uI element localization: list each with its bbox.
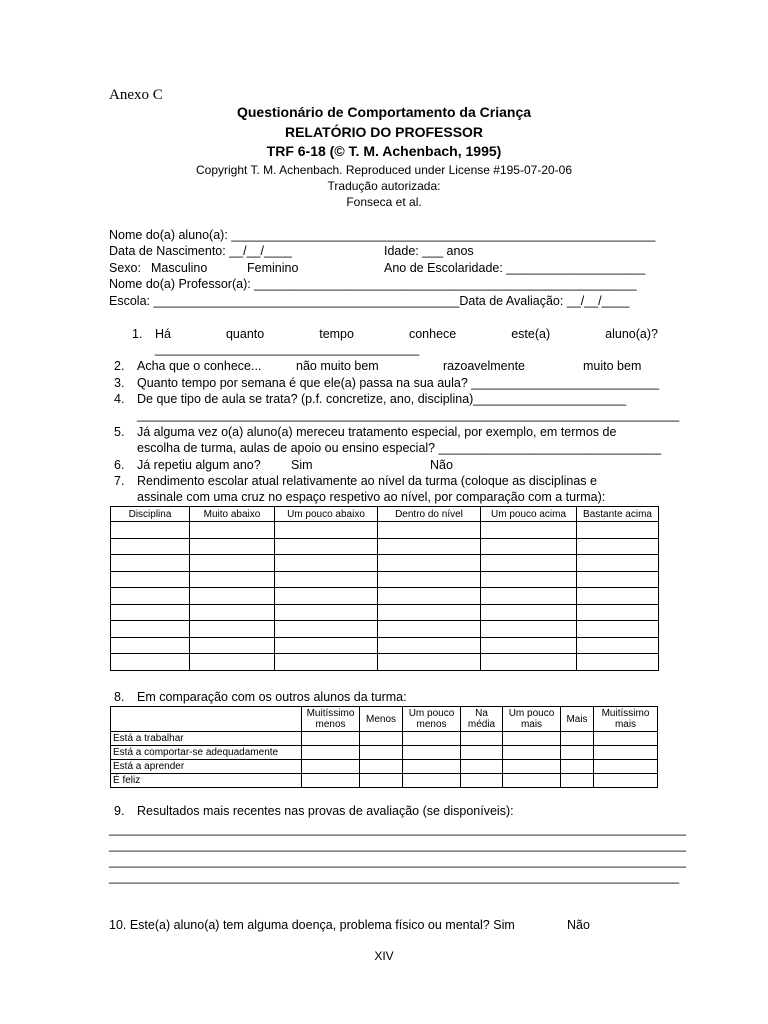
table-row [111,555,659,572]
q9-text: Resultados mais recentes nas provas de avaliação (se disponíveis): [137,804,514,818]
subject-cell[interactable] [111,637,190,654]
q3-text[interactable]: Quanto tempo por semana é que ele(a) passa na sua aula? ___________________________ [137,376,659,390]
level-cell[interactable] [577,654,659,671]
q9-answer-line[interactable]: ___________________________________________________________________________________ [109,854,687,868]
row-label: Está a aprender [111,760,302,774]
rating-cell[interactable] [360,746,403,760]
level-cell[interactable] [378,604,481,621]
level-cell[interactable] [190,538,275,555]
q1-word: quanto [225,327,265,341]
level-cell[interactable] [577,522,659,539]
level-cell[interactable] [577,555,659,572]
level-cell[interactable] [577,621,659,638]
q7-text-line2: assinale com uma cruz no espaço respetivo ao nível, por comparação com a turma): [137,490,606,504]
q1-word: Há [155,327,171,341]
table-row [111,604,659,621]
level-cell[interactable] [275,538,378,555]
col-header-much-less: Muitíssimo menos [302,707,360,732]
col-header-at-level: Dentro do nível [378,507,481,522]
authors-line: Fonseca et al. [346,195,422,209]
rating-cell[interactable] [360,774,403,788]
q8-text: Em comparação com os outros alunos da turma: [137,690,407,704]
row-label: É feliz [111,774,302,788]
rating-cell[interactable] [403,732,461,746]
level-cell[interactable] [378,621,481,638]
level-cell[interactable] [275,621,378,638]
level-cell[interactable] [378,522,481,539]
subject-cell[interactable] [111,588,190,605]
table-row [111,774,658,788]
table-row [111,637,659,654]
table-row [111,522,659,539]
level-cell[interactable] [481,571,577,588]
rating-cell[interactable] [594,732,658,746]
rating-cell[interactable] [302,732,360,746]
subject-cell[interactable] [111,621,190,638]
level-cell[interactable] [190,555,275,572]
rating-cell[interactable] [360,760,403,774]
level-cell[interactable] [577,604,659,621]
q6-text: Já repetiu algum ano? [137,458,261,472]
col-header-less: Menos [360,707,403,732]
level-cell[interactable] [481,637,577,654]
rating-cell[interactable] [561,760,594,774]
q2-text: Acha que o conhece... [137,359,262,373]
rating-cell[interactable] [561,732,594,746]
table-row [111,760,658,774]
rating-cell[interactable] [360,732,403,746]
q1-word: este(a) [511,327,551,341]
level-cell[interactable] [481,588,577,605]
q6-option-no[interactable]: Não [430,458,453,472]
table-row [111,571,659,588]
school-field[interactable]: Escola: ____________________________________________Data de Avaliação: __/__/____ [109,294,630,308]
rating-cell[interactable] [503,732,561,746]
col-header-well-above: Bastante acima [577,507,659,522]
level-cell[interactable] [378,637,481,654]
translation-line: Tradução autorizada: [327,179,441,193]
q2-option-very-well[interactable]: muito bem [583,359,642,373]
q9-answer-line[interactable]: __________________________________________________________________________________ [109,870,680,884]
copyright-line: Copyright T. M. Achenbach. Reproduced under License #195-07-20-06 [195,163,573,177]
rating-cell[interactable] [594,760,658,774]
subject-cell[interactable] [111,555,190,572]
student-name-field[interactable]: Nome do(a) aluno(a): _____________________________________________________________ [109,228,656,242]
col-header-subject: Disciplina [111,507,190,522]
level-cell[interactable] [481,555,577,572]
age-field[interactable]: Idade: ___ anos [384,244,474,258]
table-row [111,538,659,555]
level-cell[interactable] [190,604,275,621]
q1-text [155,327,658,341]
col-header-slightly-above: Um pouco acima [481,507,577,522]
q4-number: 4. [114,392,125,406]
rating-cell[interactable] [561,774,594,788]
col-header-much-more: Muitíssimo mais [594,707,658,732]
rating-cell[interactable] [503,746,561,760]
q9-answer-line[interactable]: ___________________________________________________________________________________ [109,822,687,836]
q1-word: tempo [319,327,354,341]
school-year-field[interactable]: Ano de Escolaridade: ____________________ [384,261,646,275]
level-cell[interactable] [190,654,275,671]
level-cell[interactable] [481,604,577,621]
level-cell[interactable] [378,588,481,605]
comparison-table-header [111,707,658,732]
comparison-table [110,706,658,788]
table-row [111,732,658,746]
q2-option-reasonably[interactable]: razoavelmente [443,359,525,373]
rating-cell[interactable] [403,774,461,788]
col-header-more: Mais [561,707,594,732]
level-cell[interactable] [378,571,481,588]
q10-option-no[interactable]: Não [567,918,590,932]
rating-cell[interactable] [302,746,360,760]
subject-cell[interactable] [111,522,190,539]
q4-text[interactable]: De que tipo de aula se trata? (p.f. concretize, ano, disciplina)______________________ [137,392,627,406]
level-cell[interactable] [275,522,378,539]
page-number: XIV [374,949,394,963]
level-cell[interactable] [577,538,659,555]
subject-cell[interactable] [111,604,190,621]
table-row [111,588,659,605]
level-cell[interactable] [378,555,481,572]
row-label: Está a comportar-se adequadamente [111,746,302,760]
birth-date-field[interactable]: Data de Nascimento: __/__/____ [109,244,292,258]
row-label: Está a trabalhar [111,732,302,746]
level-cell[interactable] [481,621,577,638]
rating-cell[interactable] [561,746,594,760]
col-header-slightly-less: Um pouco menos [403,707,461,732]
level-cell[interactable] [190,637,275,654]
rating-cell[interactable] [403,746,461,760]
level-cell[interactable] [190,621,275,638]
q2-option-not-well[interactable]: não muito bem [296,359,379,373]
rating-cell[interactable] [503,774,561,788]
level-cell[interactable] [275,604,378,621]
q1-answer-line[interactable]: ______________________________________ [155,342,420,356]
level-cell[interactable] [481,522,577,539]
q7-text-line1: Rendimento escolar atual relativamente ao nível da turma (coloque as disciplinas e [137,474,597,488]
rating-cell[interactable] [594,746,658,760]
rating-cell[interactable] [461,732,503,746]
q8-number: 8. [114,690,125,704]
level-cell[interactable] [378,654,481,671]
col-header-blank [111,707,302,732]
q5-number: 5. [114,425,125,439]
rating-cell[interactable] [302,774,360,788]
level-cell[interactable] [577,571,659,588]
level-cell[interactable] [481,538,577,555]
q4-answer-line[interactable]: ______________________________________________________________________________ [137,408,680,422]
col-header-well-below: Muito abaixo [190,507,275,522]
rating-cell[interactable] [461,746,503,760]
rating-cell[interactable] [594,774,658,788]
q10-text[interactable]: 10. Este(a) aluno(a) tem alguma doença, problema físico ou mental? Sim [109,918,515,932]
grades-table-header [111,507,659,522]
table-row [111,654,659,671]
q1-word: aluno(a)? [605,327,658,341]
level-cell[interactable] [190,571,275,588]
form-subtitle: RELATÓRIO DO PROFESSOR [284,124,484,140]
q5-text-line1: Já alguma vez o(a) aluno(a) mereceu tratamento especial, por exemplo, em termos de [137,425,617,439]
level-cell[interactable] [275,588,378,605]
col-header-slightly-more: Um pouco mais [503,707,561,732]
q5-text-line2[interactable]: escolha de turma, aulas de apoio ou ensino especial? ________________________________ [137,441,662,455]
sex-option-female[interactable]: Feminino [247,261,299,275]
grades-table [110,506,659,671]
level-cell[interactable] [577,637,659,654]
q2-number: 2. [114,359,125,373]
col-header-average: Na média [461,707,503,732]
subject-cell[interactable] [111,538,190,555]
level-cell[interactable] [481,654,577,671]
rating-cell[interactable] [461,774,503,788]
rating-cell[interactable] [503,760,561,774]
teacher-name-field[interactable]: Nome do(a) Professor(a): _______________________________________________________ [109,277,637,291]
level-cell[interactable] [378,538,481,555]
q3-number: 3. [114,376,125,390]
form-code: TRF 6-18 (© T. M. Achenbach, 1995) [266,143,502,159]
sex-option-male[interactable]: Masculino [151,261,208,275]
level-cell[interactable] [275,637,378,654]
q9-answer-line[interactable]: ___________________________________________________________________________________ [109,838,687,852]
rating-cell[interactable] [461,760,503,774]
rating-cell[interactable] [403,760,461,774]
rating-cell[interactable] [302,760,360,774]
q1-word: conhece [408,327,457,341]
level-cell[interactable] [190,588,275,605]
q1-number: 1. [132,327,143,341]
level-cell[interactable] [275,571,378,588]
level-cell[interactable] [577,588,659,605]
form-title: Questionário de Comportamento da Criança [236,104,532,120]
q6-option-yes[interactable]: Sim [291,458,313,472]
level-cell[interactable] [275,654,378,671]
level-cell[interactable] [190,522,275,539]
table-row [111,746,658,760]
q6-number: 6. [114,458,125,472]
sex-label: Sexo: [109,261,141,275]
subject-cell[interactable] [111,571,190,588]
subject-cell[interactable] [111,654,190,671]
level-cell[interactable] [275,555,378,572]
col-header-slightly-below: Um pouco abaixo [275,507,378,522]
q9-number: 9. [114,804,125,818]
annex-label: Anexo C [109,87,163,103]
table-row [111,621,659,638]
q7-number: 7. [114,474,125,488]
